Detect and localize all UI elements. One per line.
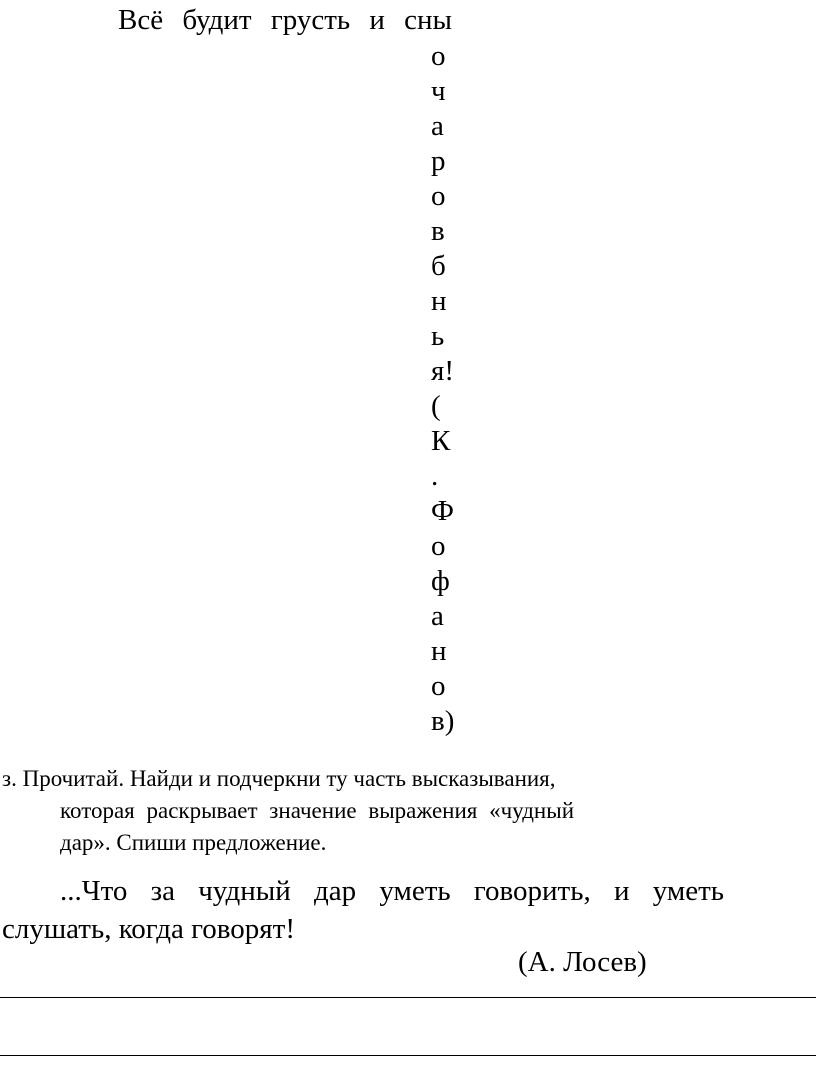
vertical-char: в) <box>431 705 455 737</box>
vertical-char: о <box>431 40 446 72</box>
vertical-char: Ф <box>431 495 454 527</box>
vertical-char: р <box>431 145 446 177</box>
task-instruction <box>2 763 652 859</box>
vertical-char: а <box>431 600 444 632</box>
vertical-char: ч <box>431 75 446 107</box>
vertical-char: о <box>431 670 446 702</box>
task-line-2: которая раскрывает значение выражения «чудный <box>60 798 574 823</box>
vertical-char: в <box>431 215 445 247</box>
task-line-3: дар». Спиши предложение. <box>60 830 327 855</box>
answer-line[interactable] <box>0 1055 816 1056</box>
vertical-char: ф <box>431 565 450 597</box>
answer-line[interactable] <box>0 997 816 998</box>
vertical-char: ь <box>431 320 445 352</box>
vertical-char: б <box>431 250 446 282</box>
vertical-char: н <box>431 285 447 317</box>
task-line-1: з. Прочитай. Найди и подчеркни ту часть высказывания, <box>2 766 556 791</box>
quote-line-2: слушать, когда говорят! <box>2 913 295 945</box>
vertical-char: я! <box>431 355 454 387</box>
vertical-char: а <box>431 110 444 142</box>
poem-first-line: Всё будит грусть и сны <box>118 4 453 36</box>
vertical-char: К <box>431 425 451 457</box>
vertical-char: о <box>431 180 446 212</box>
quote-author: (А. Лосев) <box>518 946 647 978</box>
vertical-char: о <box>431 530 446 562</box>
vertical-poem-column <box>431 39 491 739</box>
vertical-char: н <box>431 635 447 667</box>
vertical-char: ( <box>431 390 441 422</box>
quote-text <box>2 872 724 948</box>
quote-line-1: ...Что за чудный дар уметь говорить, и уметь <box>60 875 724 907</box>
vertical-char: . <box>431 460 439 492</box>
